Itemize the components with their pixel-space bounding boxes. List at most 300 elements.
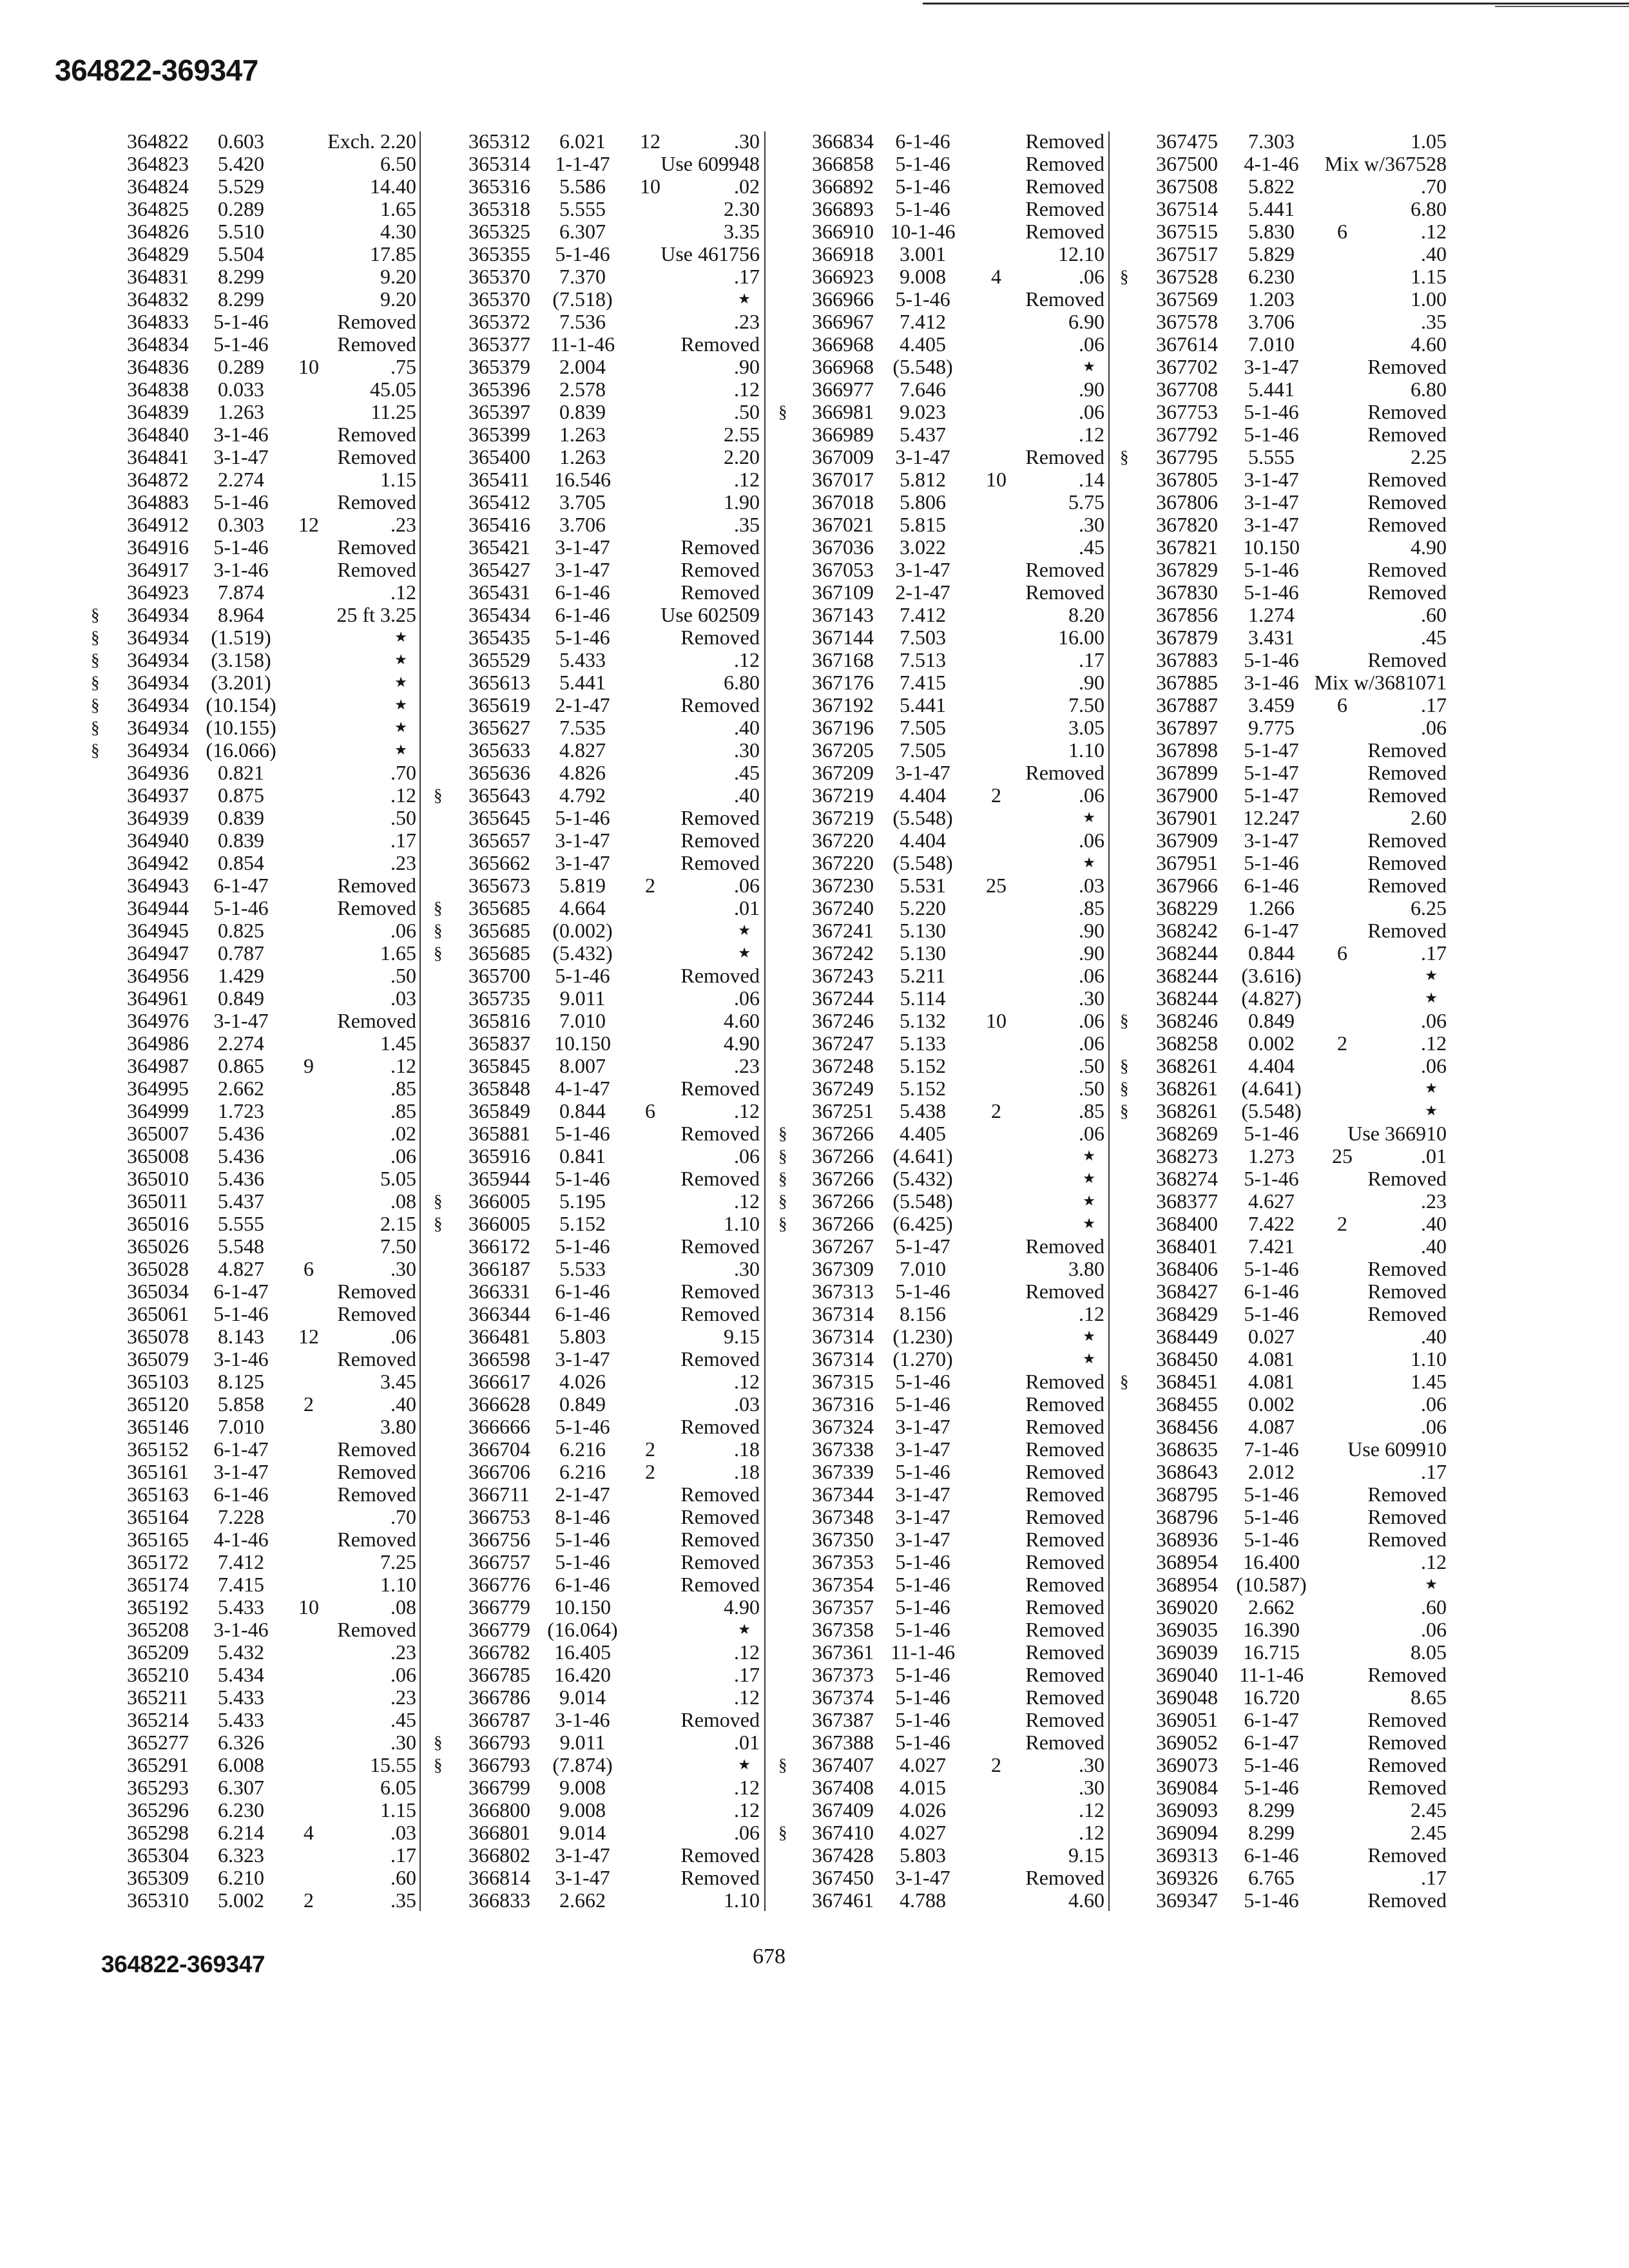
entry-value: 5-1-46	[1244, 1528, 1299, 1551]
entry-count: 12	[298, 1325, 319, 1348]
entry-value: 0.821	[218, 761, 264, 784]
entry-number: 367887	[1156, 693, 1218, 716]
entry-value: (3.616)	[1241, 964, 1302, 987]
entry-number: 367205	[812, 738, 874, 762]
entry-value: 7.536	[559, 310, 606, 333]
entry-value: 8.125	[218, 1370, 264, 1393]
entry-number: 365845	[468, 1054, 530, 1077]
entry-number: 367009	[812, 445, 874, 468]
entry-number: 369020	[1156, 1595, 1218, 1619]
entry-amount: Removed	[337, 490, 416, 514]
entry-amount: Removed	[1025, 761, 1104, 784]
entry-value: 5.533	[559, 1257, 606, 1280]
entry-number: 367143	[812, 603, 874, 626]
table-row	[0, 491, 1629, 514]
entry-amount: 6.80	[1411, 378, 1447, 401]
entry-value: 1-1-47	[555, 152, 610, 175]
entry-number: 367821	[1156, 535, 1218, 559]
entry-amount: ★	[738, 1757, 751, 1773]
entry-number: 366893	[812, 197, 874, 220]
entry-value: (5.432)	[552, 941, 613, 965]
entry-amount: .12	[1079, 1302, 1104, 1325]
entry-number: 364840	[127, 423, 189, 446]
entry-number: 365673	[468, 874, 530, 897]
entry-amount: Removed	[680, 1573, 760, 1596]
entry-value: 0.839	[559, 400, 606, 423]
entry-amount: ★	[1083, 1329, 1095, 1345]
entry-value: 5-1-46	[555, 1167, 610, 1190]
entry-number: 364947	[127, 941, 189, 965]
entry-number: 367324	[812, 1415, 874, 1438]
entry-value: 8-1-46	[555, 1505, 610, 1528]
entry-number: 368936	[1156, 1528, 1218, 1551]
entry-value: 12.247	[1243, 806, 1300, 829]
entry-amount: Removed	[337, 1618, 416, 1641]
entry-value: 4.081	[1248, 1370, 1295, 1393]
entry-amount: Removed	[680, 1708, 760, 1731]
entry-value: 9.011	[559, 986, 606, 1010]
entry-count: 2	[304, 1888, 314, 1912]
entry-count: 10	[640, 175, 660, 198]
entry-number: 365849	[468, 1099, 530, 1122]
entry-amount: .12	[734, 1686, 760, 1709]
entry-amount: .17	[1421, 1460, 1447, 1483]
entry-value: 7.421	[1248, 1235, 1295, 1258]
entry-value: 5-1-46	[1244, 423, 1299, 446]
entry-amount: 4.60	[1411, 332, 1447, 356]
entry-amount: 5.75	[1068, 490, 1104, 514]
entry-number: 368427	[1156, 1280, 1218, 1303]
entry-value: 5-1-46	[895, 1618, 950, 1641]
entry-number: 367515	[1156, 220, 1218, 243]
entry-number: 366481	[468, 1325, 530, 1348]
table-row	[0, 559, 1629, 581]
entry-number: 367354	[812, 1573, 874, 1596]
entry-value: 0.787	[218, 941, 264, 965]
entry-number: 365700	[468, 964, 530, 987]
entry-amount: .30	[1079, 513, 1104, 536]
entry-amount: .40	[1421, 1235, 1447, 1258]
entry-amount: Removed	[1025, 1437, 1104, 1461]
entry-number: 369051	[1156, 1708, 1218, 1731]
table-row	[0, 1483, 1629, 1506]
entry-amount: 6.25	[1411, 896, 1447, 919]
entry-number: 365208	[127, 1618, 189, 1641]
entry-amount: Removed	[680, 1528, 760, 1551]
entry-amount: .23	[734, 1054, 760, 1077]
table-row	[0, 1416, 1629, 1438]
entry-amount: 6.50	[380, 152, 416, 175]
entry-number: 365645	[468, 806, 530, 829]
entry-value: 5.195	[559, 1189, 606, 1213]
entry-number: 364833	[127, 310, 189, 333]
entry-value: 4.027	[900, 1821, 946, 1844]
entry-value: 5-1-46	[1244, 558, 1299, 581]
entry-number: 365079	[127, 1347, 189, 1370]
entry-amount: 16.00	[1058, 626, 1104, 649]
entry-amount: .30	[1079, 1753, 1104, 1776]
entry-value: 11-1-46	[550, 332, 615, 356]
entry-amount: Removed	[1025, 130, 1104, 153]
entry-number: 368450	[1156, 1347, 1218, 1370]
entry-amount: .70	[390, 1505, 416, 1528]
entry-amount: .12	[734, 1189, 760, 1213]
entry-value: 4.405	[900, 332, 946, 356]
entry-amount: Removed	[1025, 220, 1104, 243]
entry-number: 367144	[812, 626, 874, 649]
entry-value: 2.012	[1248, 1460, 1295, 1483]
entry-amount: Removed	[680, 1122, 760, 1145]
entry-number: 365412	[468, 490, 530, 514]
entry-value: 0.033	[218, 378, 264, 401]
entry-value: 4.405	[900, 1122, 946, 1145]
entry-value: 4.788	[900, 1888, 946, 1912]
entry-value: 6.021	[559, 130, 606, 153]
entry-value: 7.010	[900, 1257, 946, 1280]
entry-number: 367578	[1156, 310, 1218, 333]
entry-value: 9.008	[900, 265, 946, 288]
entry-value: 5.114	[900, 986, 946, 1010]
section-mark: §	[434, 1755, 443, 1774]
entry-amount: ★	[1083, 359, 1095, 375]
entry-number: 365026	[127, 1235, 189, 1258]
entry-number: 366834	[812, 130, 874, 153]
entry-number: 368954	[1156, 1550, 1218, 1573]
entry-value: 5-1-46	[555, 964, 610, 987]
entry-number: 365735	[468, 986, 530, 1010]
entry-value: 6-1-46	[555, 1573, 610, 1596]
entry-amount: .30	[734, 1257, 760, 1280]
entry-number: 366617	[468, 1370, 530, 1393]
entry-amount: .06	[1421, 1392, 1447, 1416]
entry-value: 9.014	[559, 1821, 606, 1844]
entry-number: 366753	[468, 1505, 530, 1528]
entry-value: 6.326	[218, 1731, 264, 1754]
table-row	[0, 536, 1629, 559]
entry-amount: Removed	[680, 1483, 760, 1506]
entry-amount: 9.20	[380, 287, 416, 311]
entry-number: 365174	[127, 1573, 189, 1596]
entry-amount: Removed	[1367, 1483, 1447, 1506]
entry-value: 7.370	[559, 265, 606, 288]
entry-number: 367244	[812, 986, 874, 1010]
entry-value: 5.586	[559, 175, 606, 198]
entry-number: 368261	[1156, 1077, 1218, 1100]
entry-number: 367374	[812, 1686, 874, 1709]
entry-value: 2-1-47	[555, 693, 610, 716]
entry-amount: .75	[390, 355, 416, 378]
entry-number: 367267	[812, 1235, 874, 1258]
entry-number: 366989	[812, 423, 874, 446]
entry-value: 5.555	[218, 1212, 264, 1235]
entry-amount: Removed	[680, 1167, 760, 1190]
entry-value: 3-1-47	[895, 1483, 950, 1506]
entry-amount: .50	[1079, 1077, 1104, 1100]
entry-number: 364934	[127, 626, 189, 649]
entry-value: 5-1-46	[555, 626, 610, 649]
top-rule	[923, 3, 1629, 5]
entry-amount: Removed	[1367, 761, 1447, 784]
entry-amount: 9.15	[1068, 1843, 1104, 1867]
section-mark: §	[778, 1214, 787, 1233]
entry-number: 367353	[812, 1550, 874, 1573]
table-row	[0, 1596, 1629, 1619]
entry-amount: .06	[1079, 400, 1104, 423]
entry-number: 365011	[127, 1189, 188, 1213]
entry-amount: Removed	[680, 1505, 760, 1528]
entry-amount: .30	[1079, 986, 1104, 1010]
entry-number: 369326	[1156, 1866, 1218, 1889]
table-row	[0, 649, 1629, 671]
entry-number: 367358	[812, 1618, 874, 1641]
entry-value: 16.405	[554, 1640, 611, 1664]
entry-value: 2.578	[559, 378, 606, 401]
entry-value: 5-1-46	[895, 287, 950, 311]
entry-value: 5-1-46	[895, 1280, 950, 1303]
entry-value: 5.133	[900, 1032, 946, 1055]
entry-number: 365685	[468, 919, 530, 942]
entry-number: 365061	[127, 1302, 189, 1325]
entry-number: 367569	[1156, 287, 1218, 311]
entry-amount: 3.35	[724, 220, 760, 243]
entry-number: 367409	[812, 1798, 874, 1821]
entry-number: 365277	[127, 1731, 189, 1754]
entry-amount: Removed	[337, 896, 416, 919]
entry-value: 5.531	[900, 874, 946, 897]
entry-count: 2	[645, 1460, 655, 1483]
entry-number: 365379	[468, 355, 530, 378]
entry-amount: 5.05	[380, 1167, 416, 1190]
entry-value: (7.518)	[552, 287, 613, 311]
entry-number: 366968	[812, 332, 874, 356]
entry-value: 5-1-46	[555, 1415, 610, 1438]
entry-amount: Removed	[1367, 1776, 1447, 1799]
entry-value: 5.436	[218, 1122, 264, 1145]
entry-amount: .50	[734, 400, 760, 423]
entry-number: 366968	[812, 355, 874, 378]
entry-value: 1.203	[1248, 287, 1295, 311]
entry-number: 367219	[812, 806, 874, 829]
entry-amount: 2.15	[380, 1212, 416, 1235]
entry-value: 5.433	[559, 648, 606, 671]
entry-number: 364961	[127, 986, 189, 1010]
entry-number: 367248	[812, 1054, 874, 1077]
entry-number: 367220	[812, 851, 874, 874]
section-mark: §	[91, 650, 100, 669]
entry-amount: .23	[1421, 1189, 1447, 1213]
entry-value: (3.201)	[211, 671, 271, 694]
entry-number: 368635	[1156, 1437, 1218, 1461]
entry-amount: .12	[390, 1054, 416, 1077]
entry-number: 365161	[127, 1460, 189, 1483]
entry-amount: ★	[738, 291, 751, 307]
entry-amount: Removed	[680, 332, 760, 356]
entry-value: 3-1-47	[555, 1866, 610, 1889]
entry-number: 365944	[468, 1167, 530, 1190]
entry-number: 367951	[1156, 851, 1218, 874]
entry-amount: Removed	[1025, 1708, 1104, 1731]
entry-amount: Removed	[1367, 1302, 1447, 1325]
entry-number: 367830	[1156, 581, 1218, 604]
entry-value: 5-1-46	[895, 1708, 950, 1731]
entry-number: 367246	[812, 1009, 874, 1032]
entry-count: 12	[640, 130, 660, 153]
entry-number: 367795	[1156, 445, 1218, 468]
table-row	[0, 423, 1629, 446]
entry-number: 367966	[1156, 874, 1218, 897]
entry-number: 365613	[468, 671, 530, 694]
entry-number: 364923	[127, 581, 189, 604]
entry-amount: .12	[390, 783, 416, 807]
entry-value: 1.263	[559, 423, 606, 446]
entry-amount: Removed	[1025, 1280, 1104, 1303]
entry-number: 366800	[468, 1798, 530, 1821]
entry-number: 366005	[468, 1212, 530, 1235]
entry-number: 366756	[468, 1528, 530, 1551]
entry-number: 365421	[468, 535, 530, 559]
entry-amount: 12.10	[1058, 242, 1104, 265]
entry-amount: .17	[734, 265, 760, 288]
entry-amount: Removed	[680, 1235, 760, 1258]
entry-number: 365627	[468, 716, 530, 739]
table-row	[0, 671, 1629, 694]
entry-number: 367408	[812, 1776, 874, 1799]
table-row	[0, 694, 1629, 716]
section-mark: §	[778, 1823, 787, 1842]
entry-value: 5.441	[1248, 197, 1295, 220]
entry-number: 364934	[127, 671, 189, 694]
entry-amount: .12	[734, 1370, 760, 1393]
entry-amount: .40	[1421, 1212, 1447, 1235]
entry-number: 366967	[812, 310, 874, 333]
entry-number: 364916	[127, 535, 189, 559]
entry-number: 365293	[127, 1776, 189, 1799]
entry-count: 2	[991, 1753, 1001, 1776]
entry-amount: Removed	[1367, 851, 1447, 874]
entry-value: 3.022	[900, 535, 946, 559]
entry-value: 5-1-46	[555, 1122, 610, 1145]
entry-value: 5.152	[559, 1212, 606, 1235]
entry-number: 365377	[468, 332, 530, 356]
entry-value: 4-1-46	[213, 1528, 269, 1551]
entry-amount: Removed	[1367, 919, 1447, 942]
entry-amount: Removed	[1367, 874, 1447, 897]
entry-amount: .12	[734, 1798, 760, 1821]
entry-amount: .12	[734, 468, 760, 491]
entry-number: 369052	[1156, 1731, 1218, 1754]
entry-amount: Removed	[1025, 1640, 1104, 1664]
entry-number: 368244	[1156, 986, 1218, 1010]
entry-amount: Removed	[337, 1009, 416, 1032]
entry-amount: ★	[1083, 1148, 1095, 1164]
table-row	[0, 1100, 1629, 1122]
table-row	[0, 716, 1629, 739]
entry-value: 0.854	[218, 851, 264, 874]
table-row	[0, 1010, 1629, 1032]
entry-amount: .70	[390, 761, 416, 784]
entry-amount: ★	[394, 742, 407, 758]
entry-value: 8.964	[218, 603, 264, 626]
entry-value: 6-1-47	[213, 1437, 269, 1461]
entry-amount: ★	[1425, 968, 1438, 984]
entry-amount: .23	[390, 1640, 416, 1664]
entry-number: 367251	[812, 1099, 874, 1122]
entry-value: 6-1-47	[213, 1280, 269, 1303]
section-mark: §	[1120, 447, 1129, 466]
entry-number: 367428	[812, 1843, 874, 1867]
entry-count: 6	[1337, 693, 1347, 716]
entry-number: 367021	[812, 513, 874, 536]
entry-amount: 1.15	[380, 468, 416, 491]
table-row	[0, 942, 1629, 965]
entry-amount: ★	[1425, 1577, 1438, 1593]
entry-value: 3-1-47	[555, 1347, 610, 1370]
entry-number: 368261	[1156, 1099, 1218, 1122]
entry-number: 365291	[127, 1753, 189, 1776]
entry-value: 3-1-47	[895, 445, 950, 468]
entry-value: 3-1-47	[555, 558, 610, 581]
entry-number: 367316	[812, 1392, 874, 1416]
entry-value: 2.274	[218, 1032, 264, 1055]
entry-number: 367266	[812, 1212, 874, 1235]
entry-value: 6-1-47	[1244, 1708, 1299, 1731]
entry-amount: .35	[734, 513, 760, 536]
entry-amount: Removed	[1367, 1888, 1447, 1912]
entry-amount: 2.25	[1411, 445, 1447, 468]
entry-value: 5-1-47	[1244, 761, 1299, 784]
entry-amount: Removed	[680, 535, 760, 559]
entry-number: 367883	[1156, 648, 1218, 671]
entry-number: 367313	[812, 1280, 874, 1303]
entry-count: 2	[645, 874, 655, 897]
table-row	[0, 1325, 1629, 1348]
table-row	[0, 153, 1629, 175]
entry-value: 8.143	[218, 1325, 264, 1348]
entry-number: 367373	[812, 1663, 874, 1686]
entry-number: 365916	[468, 1144, 530, 1168]
entry-number: 367230	[812, 874, 874, 897]
entry-amount: Removed	[337, 1280, 416, 1303]
entry-value: 5.434	[218, 1663, 264, 1686]
section-mark: §	[434, 921, 443, 940]
entry-number: 366802	[468, 1843, 530, 1867]
entry-number: 364826	[127, 220, 189, 243]
entry-value: 5-1-46	[555, 806, 610, 829]
entry-number: 367475	[1156, 130, 1218, 153]
entry-amount: .06	[734, 986, 760, 1010]
entry-value: 5-1-46	[895, 1731, 950, 1754]
entry-amount: Use 609910	[1347, 1437, 1447, 1461]
entry-number: 365016	[127, 1212, 189, 1235]
entry-value: 5-1-47	[895, 1235, 950, 1258]
entry-value: 5.433	[218, 1595, 264, 1619]
entry-number: 364831	[127, 265, 189, 288]
entry-number: 367314	[812, 1302, 874, 1325]
entry-value: (10.155)	[206, 716, 276, 739]
section-mark: §	[778, 1169, 787, 1188]
entry-number: 368643	[1156, 1460, 1218, 1483]
entry-number: 364976	[127, 1009, 189, 1032]
section-mark: §	[1120, 1056, 1129, 1075]
entry-amount: .01	[1421, 1144, 1447, 1168]
entry-value: 16.715	[1243, 1640, 1300, 1664]
entry-value: 7.412	[900, 310, 946, 333]
entry-number: 367898	[1156, 738, 1218, 762]
entry-amount: .06	[1079, 1009, 1104, 1032]
entry-amount: 7.50	[380, 1235, 416, 1258]
entry-count: 2	[304, 1392, 314, 1416]
entry-value: 5.812	[900, 468, 946, 491]
